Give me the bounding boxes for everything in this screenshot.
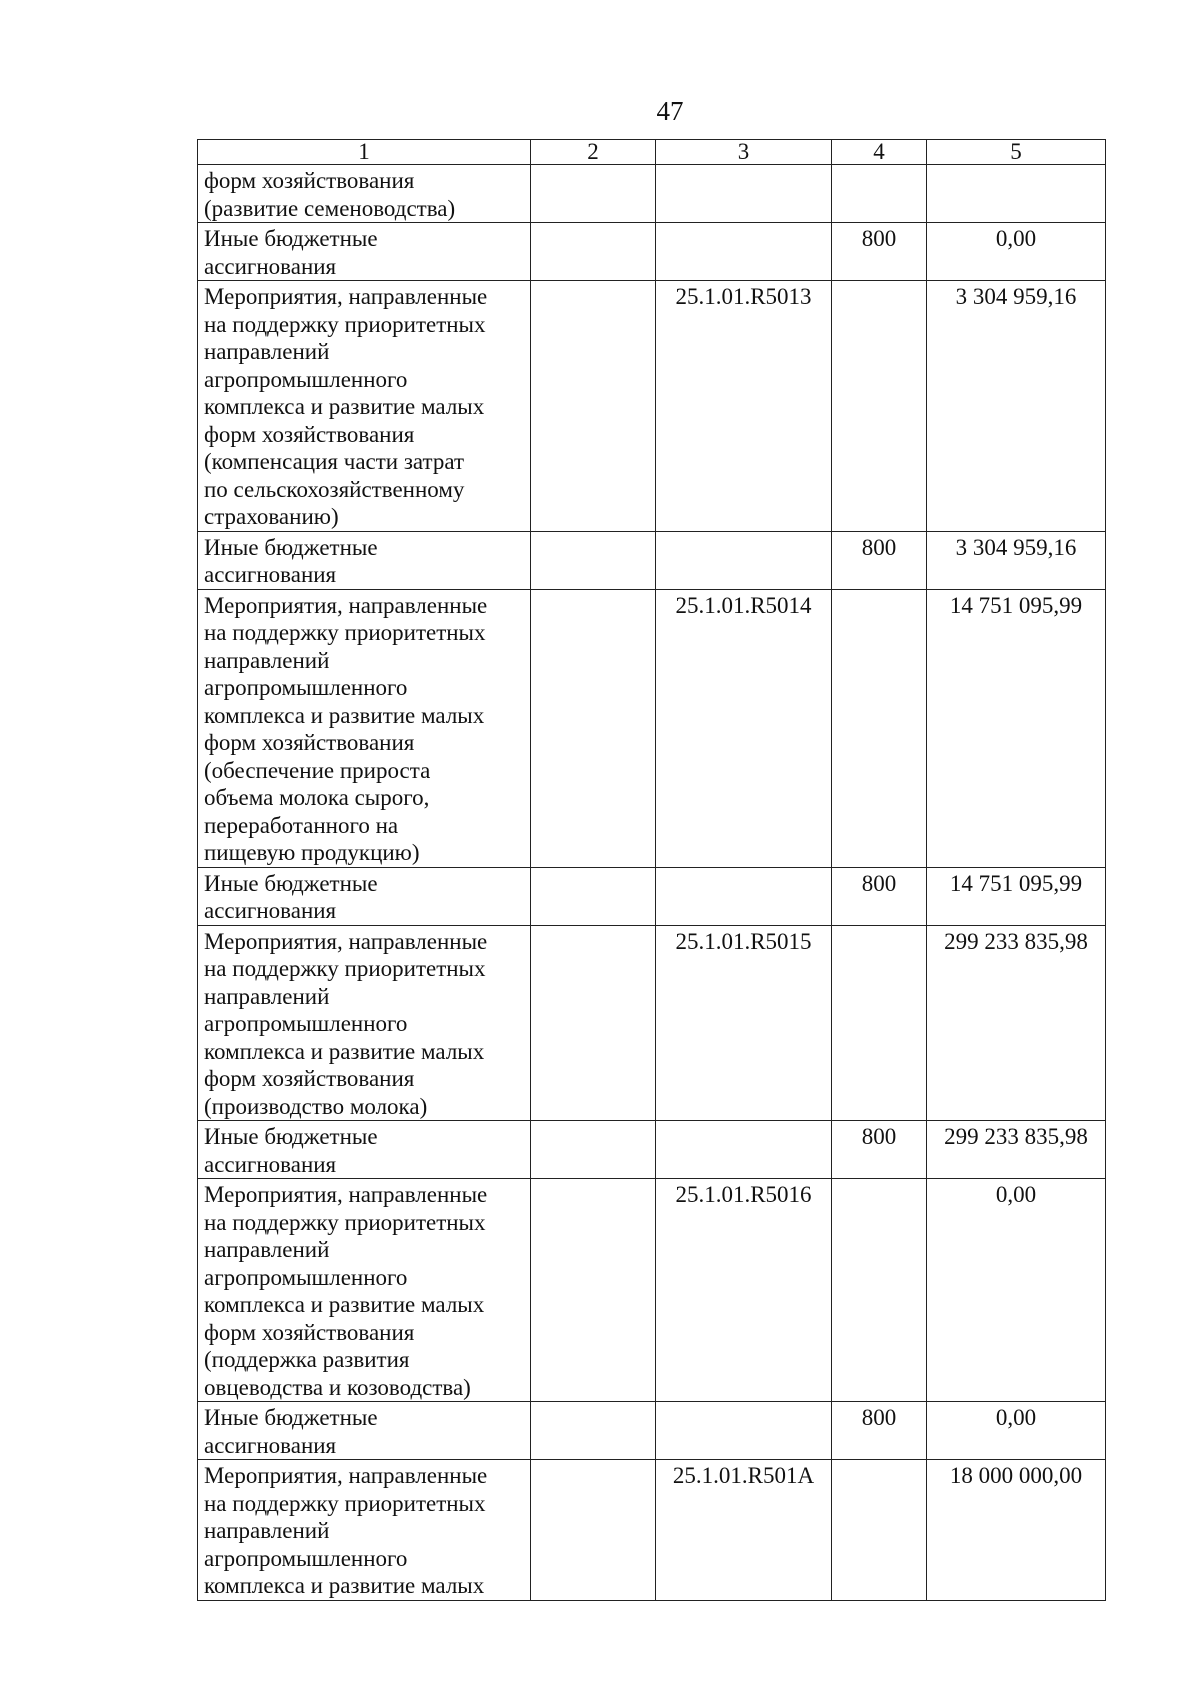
header-col-1: 1 [198,140,531,165]
row-code-cell: 25.1.01.R5014 [656,589,832,867]
row-type-cell: 800 [832,867,927,925]
row-name-cell: Иные бюджетные ассигнования [198,531,531,589]
row-col2-cell [531,1460,656,1601]
row-name-cell: Иные бюджетные ассигнования [198,867,531,925]
row-code-cell [656,1121,832,1179]
row-amount-cell: 3 304 959,16 [927,281,1106,532]
table-row [198,867,1106,925]
table-row [198,165,1106,223]
row-name-cell: Мероприятия, направленные на поддержку приоритетных направлений агропромышленного комплекса и развитие малых форм хозяйствования (поддержка развития овцеводства и козоводства) [198,1179,531,1402]
row-type-cell [832,165,927,223]
row-code-cell: 25.1.01.R5016 [656,1179,832,1402]
row-code-cell [656,531,832,589]
row-name-cell: Мероприятия, направленные на поддержку приоритетных направлений агропромышленного комплекса и развитие малых форм хозяйствования (производство молока) [198,925,531,1121]
row-name-cell: форм хозяйствования (развитие семеноводства) [198,165,531,223]
row-col2-cell [531,281,656,532]
row-name-cell: Иные бюджетные ассигнования [198,1402,531,1460]
header-col-3: 3 [656,140,832,165]
row-code-cell: 25.1.01.R5015 [656,925,832,1121]
row-code-cell [656,165,832,223]
row-amount-cell: 18 000 000,00 [927,1460,1106,1601]
row-col2-cell [531,1402,656,1460]
table-row [198,925,1106,1121]
table-row [198,281,1106,532]
row-type-cell: 800 [832,1402,927,1460]
table-row [198,531,1106,589]
row-code-cell [656,223,832,281]
row-col2-cell [531,1121,656,1179]
row-name-cell: Мероприятия, направленные на поддержку приоритетных направлений агропромышленного комплекса и развитие малых форм хозяйствования (обеспечение прироста объема молока сырого, переработанного на пищевую продукцию) [198,589,531,867]
header-col-4: 4 [832,140,927,165]
header-col-5: 5 [927,140,1106,165]
row-col2-cell [531,165,656,223]
row-type-cell [832,589,927,867]
table-row [198,1121,1106,1179]
row-code-cell [656,1402,832,1460]
row-type-cell [832,1179,927,1402]
row-amount-cell: 299 233 835,98 [927,1121,1106,1179]
row-name-cell: Иные бюджетные ассигнования [198,223,531,281]
row-name-cell: Мероприятия, направленные на поддержку приоритетных направлений агропромышленного комплекса и развитие малых форм хозяйствования (компенсация части затрат по сельскохозяйственному страхованию) [198,281,531,532]
row-name-cell: Иные бюджетные ассигнования [198,1121,531,1179]
row-type-cell [832,925,927,1121]
row-col2-cell [531,531,656,589]
table-row [198,223,1106,281]
table-row [198,589,1106,867]
table-row [198,1460,1106,1601]
row-amount-cell: 299 233 835,98 [927,925,1106,1121]
table-row [198,1179,1106,1402]
row-amount-cell: 3 304 959,16 [927,531,1106,589]
row-type-cell: 800 [832,531,927,589]
row-type-cell: 800 [832,1121,927,1179]
row-code-cell: 25.1.01.R501A [656,1460,832,1601]
budget-table [197,139,1106,1601]
row-col2-cell [531,1179,656,1402]
row-col2-cell [531,925,656,1121]
row-amount-cell [927,165,1106,223]
row-amount-cell: 0,00 [927,223,1106,281]
header-col-2: 2 [531,140,656,165]
row-code-cell [656,867,832,925]
table-header-row [198,140,1106,165]
row-type-cell [832,281,927,532]
page-number: 47 [656,96,684,126]
row-type-cell: 800 [832,223,927,281]
row-col2-cell [531,867,656,925]
row-name-cell: Мероприятия, направленные на поддержку приоритетных направлений агропромышленного комплекса и развитие малых [198,1460,531,1601]
row-amount-cell: 14 751 095,99 [927,589,1106,867]
row-amount-cell: 14 751 095,99 [927,867,1106,925]
row-code-cell: 25.1.01.R5013 [656,281,832,532]
row-amount-cell: 0,00 [927,1179,1106,1402]
row-amount-cell: 0,00 [927,1402,1106,1460]
row-col2-cell [531,589,656,867]
table-row [198,1402,1106,1460]
row-col2-cell [531,223,656,281]
row-type-cell [832,1460,927,1601]
